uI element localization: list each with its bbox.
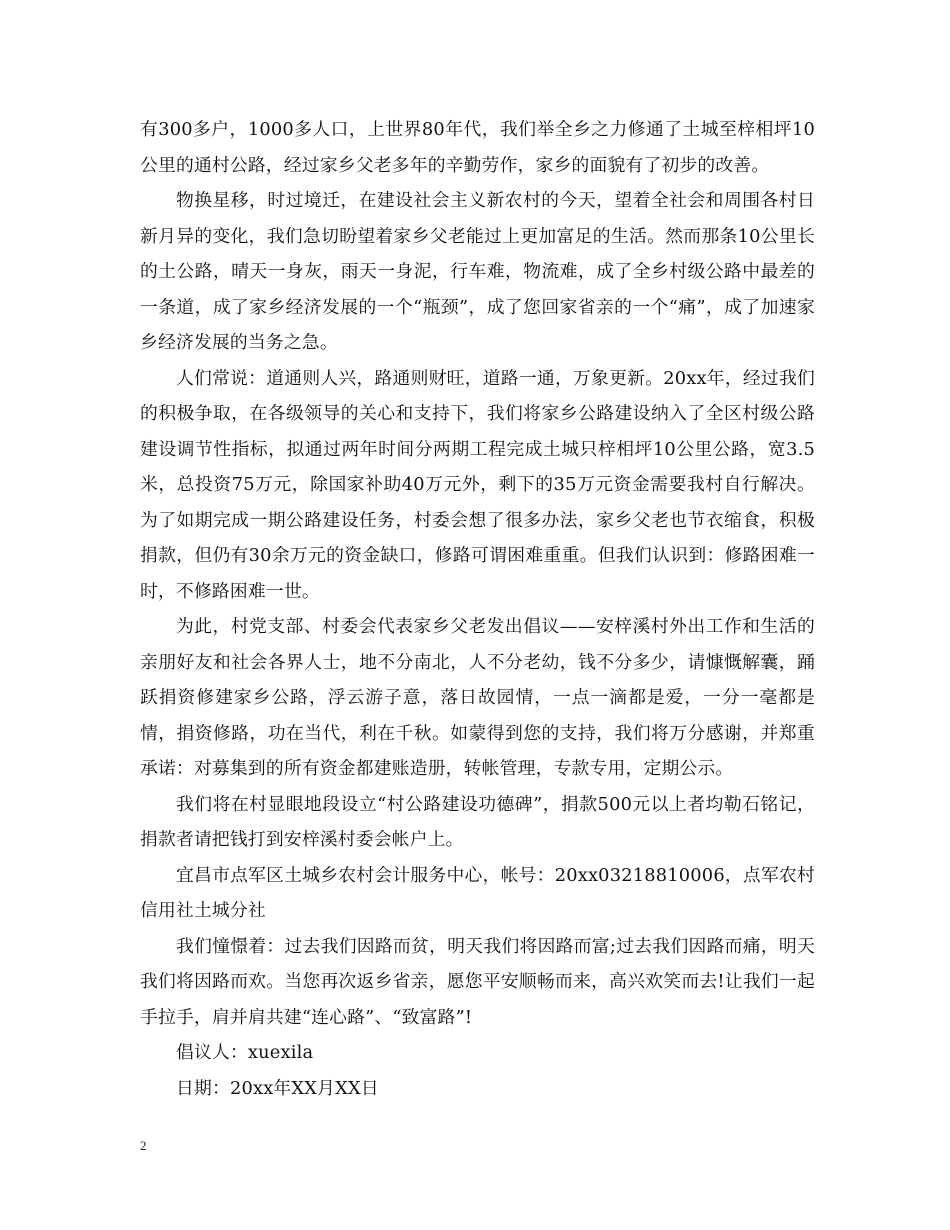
initiator-line: 倡议人：xuexila	[176, 1042, 314, 1063]
paragraph-vision: 我们憧憬着：过去我们因路而贫，明天我们将因路而富;过去我们因路而痛，明天我们将因路而欢。当您再次返乡省亲，愿您平安顺畅而来，高兴欢笑而去!让我们一起手拉手，肩并肩共建“连心路”、“致富路”!	[140, 935, 815, 1028]
date-line: 日期：20xx年XX月XX日	[176, 1077, 379, 1099]
page-number: 2	[140, 1138, 147, 1153]
paragraph-road-condition: 物换星移，时过境迁，在建设社会主义新农村的今天，望着全社会和周围各村日新月异的变化，我们急切盼望着家乡父老能过上更加富足的生活。然而那条10公里长的土公路，晴天一身灰，雨天一身泥，行车难，物流难，成了全乡村级公路中最差的一条道，成了家乡经济发展的一个“瓶颈”，成了您回家省亲的一个“痛”，成了加速家乡经济发展的当务之急。	[140, 190, 815, 353]
paragraph-merit-monument: 我们将在村显眼地段设立“村公路建设功德碑”，捐款500元以上者均勒石铭记，捐款者请把钱打到安梓溪村委会帐户上。	[140, 793, 815, 850]
paragraph-donation-appeal: 为此，村党支部、村委会代表家乡父老发出倡议——安梓溪村外出工作和生活的亲朋好友和社会各界人士，地不分南北，人不分老幼，钱不分多少，请慷慨解囊，踊跃捐资修建家乡公路，浮云游子意，落日故园情，一点一滴都是爱，一分一毫都是情，捐资修路，功在当代，利在千秋。如蒙得到您的支持，我们将万分感谢，并郑重承诺：对募集到的所有资金都建账造册，转帐管理，专款专用，定期公示。	[140, 616, 815, 779]
paragraph-bank-account: 宜昌市点军区土城乡农村会计服务中心，帐号：20xx03218810006，点军农村信用社土城分社	[140, 864, 815, 921]
paragraph-road-plan: 人们常说：道通则人兴，路通则财旺，道路一通，万象更新。20xx年，经过我们的积极争取，在各级领导的关心和支持下，我们将家乡公路建设纳入了全区村级公路建设调节性指标，拟通过两年时间分两期工程完成土城只梓相坪10公里公路，宽3.5米，总投资75万元，除国家补助40万元外，剩下的35万元资金需要我村自行解决。为了如期完成一期公路建设任务，村委会想了很多办法，家乡父老也节衣缩食，积极捐款，但仍有30余万元的资金缺口，修路可谓困难重重。但我们认识到：修路困难一时，不修路困难一世。	[140, 367, 815, 602]
document-body	[140, 112, 815, 1106]
paragraph-road-history: 有300多户，1000多人口，上世界80年代，我们举全乡之力修通了土城至梓相坪10公里的通村公路，经过家乡父老多年的辛勤劳作，家乡的面貌有了初步的改善。	[140, 119, 815, 176]
